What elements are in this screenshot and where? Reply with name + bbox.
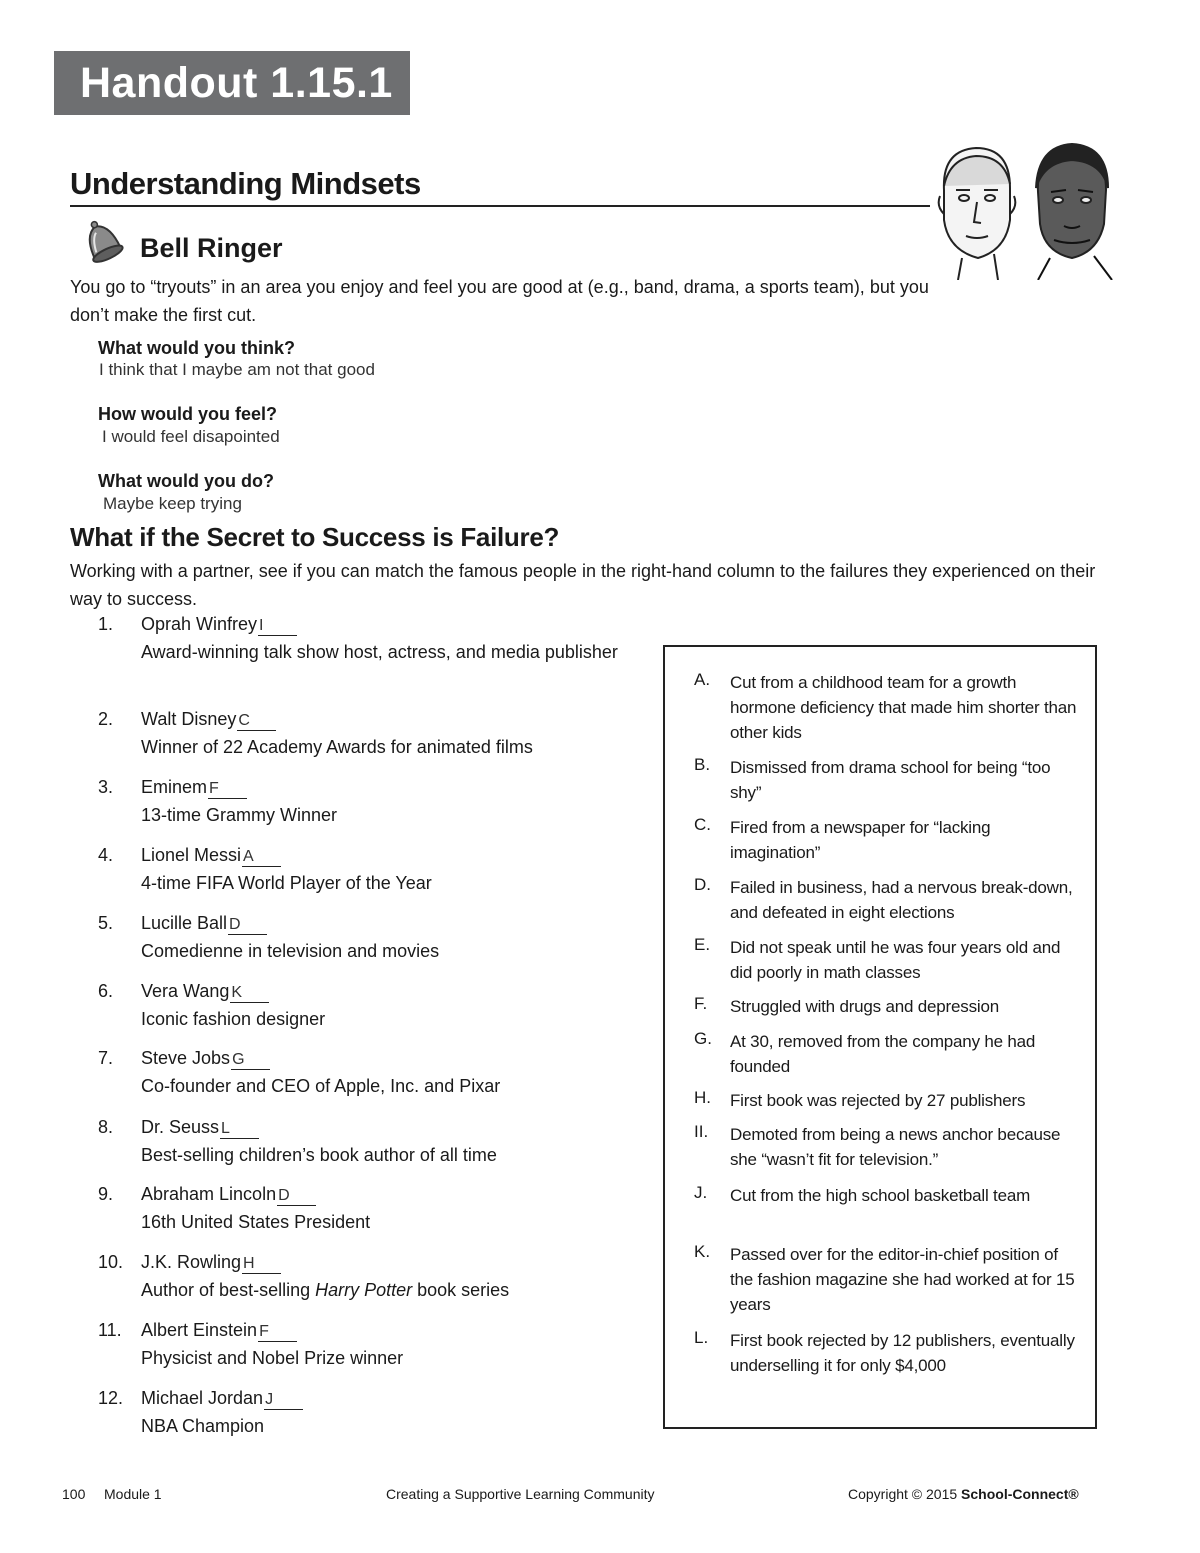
- failure-letter: J.: [694, 1183, 708, 1202]
- person-description: [141, 1208, 641, 1236]
- question-answer: I would feel disapointed: [102, 427, 280, 446]
- person-name: Abraham Lincoln: [141, 1184, 277, 1204]
- failure-description: Fired from a newspaper for “lacking imagination”: [730, 818, 991, 862]
- failure-description: Dismissed from drama school for being “too shy”: [730, 758, 1051, 802]
- person-item: [141, 1388, 303, 1410]
- handout-badge: Handout 1.15.1: [54, 51, 410, 115]
- description-text: book series: [412, 1280, 510, 1300]
- answer-blank[interactable]: K: [230, 984, 269, 1003]
- person-item: [141, 777, 247, 799]
- footer-copyright: [848, 1486, 1079, 1502]
- failure-letter: F.: [694, 994, 708, 1013]
- person-name: Michael Jordan: [141, 1388, 264, 1408]
- answer-blank[interactable]: F: [258, 1323, 297, 1342]
- answer-blank[interactable]: F: [208, 780, 247, 799]
- person-number: 7.: [98, 1048, 114, 1068]
- failure-letter: C.: [694, 815, 711, 834]
- person-name: Albert Einstein: [141, 1320, 258, 1340]
- person-number: 8.: [98, 1117, 114, 1137]
- person-name: Walt Disney: [141, 709, 237, 729]
- two-faces-illustration: [926, 140, 1116, 280]
- section-instructions: Working with a partner, see if you can match the famous people in the right-hand column to the failures they experienced on their way to success.: [70, 561, 1096, 609]
- person-description: NBA Champion: [141, 1416, 265, 1436]
- bell-ringer-heading: Bell Ringer: [140, 233, 283, 263]
- person-name: Dr. Seuss: [141, 1117, 220, 1137]
- person-item: [141, 1117, 259, 1139]
- footer-page-number: 100: [62, 1486, 86, 1502]
- failure-description: Demoted from being a news anchor because she “wasn’t fit for television.”: [730, 1125, 1061, 1169]
- person-name: J.K. Rowling: [141, 1252, 242, 1272]
- person-description: Physicist and Nobel Prize winner: [141, 1348, 404, 1368]
- person-description: Winner of 22 Academy Awards for animated films: [141, 737, 533, 757]
- failure-description: Failed in business, had a nervous break-down, and defeated in eight elections: [730, 878, 1073, 922]
- person-number: 5.: [98, 913, 114, 933]
- answer-blank[interactable]: H: [242, 1255, 281, 1274]
- bell-icon: [74, 215, 130, 267]
- failure-letter: A.: [694, 670, 711, 689]
- failure-description: Cut from the high school basketball team: [730, 1186, 1031, 1205]
- bell-ringer-intro: You go to “tryouts” in an area you enjoy and feel you are good at (e.g., band, drama, a sports team), but you don’t make the first cut.: [70, 277, 929, 325]
- person-number: 12.: [98, 1388, 124, 1408]
- person-number: 1.: [98, 614, 114, 634]
- person-item: [141, 845, 281, 867]
- failure-description: First book rejected by 12 publishers, eventually underselling it for only $4,000: [730, 1331, 1075, 1375]
- person-description: 4-time FIFA World Player of the Year: [141, 873, 432, 893]
- person-description: 13-time Grammy Winner: [141, 805, 338, 825]
- person-item: [141, 1184, 316, 1206]
- failure-description: Passed over for the editor-in-chief position of the fashion magazine she had worked at for 15 years: [730, 1245, 1075, 1314]
- person-name: Eminem: [141, 777, 208, 797]
- answer-blank[interactable]: A: [242, 848, 281, 867]
- person-name: Lucille Ball: [141, 913, 228, 933]
- person-description: Award-winning talk show host, actress, and media publisher: [141, 642, 618, 662]
- failure-description: Did not speak until he was four years old and did poorly in math classes: [730, 938, 1061, 982]
- answer-blank[interactable]: I: [258, 617, 297, 636]
- description-text: 16th United States President: [141, 1212, 371, 1232]
- person-item: [141, 1252, 281, 1274]
- person-item: [141, 614, 297, 636]
- answer-blank[interactable]: J: [264, 1391, 303, 1410]
- person-item: [141, 709, 276, 731]
- person-item: [141, 913, 267, 935]
- person-name: Lionel Messi: [141, 845, 242, 865]
- answer-blank[interactable]: D: [228, 916, 267, 935]
- person-name: Oprah Winfrey: [141, 614, 258, 634]
- failure-letter: G.: [694, 1029, 712, 1048]
- failure-letter: B.: [694, 755, 711, 774]
- failure-description: At 30, removed from the company he had founded: [730, 1032, 1036, 1076]
- person-number: 3.: [98, 777, 114, 797]
- failure-description: Struggled with drugs and depression: [730, 997, 999, 1016]
- failure-description: First book was rejected by 27 publishers: [730, 1091, 1026, 1110]
- answer-blank[interactable]: G: [231, 1051, 270, 1070]
- answer-blank[interactable]: L: [220, 1120, 259, 1139]
- person-description: Iconic fashion designer: [141, 1009, 326, 1029]
- answer-blank[interactable]: C: [237, 712, 276, 731]
- question-label: How would you feel?: [98, 404, 277, 424]
- description-text: Author of best-selling: [141, 1280, 316, 1300]
- failure-letter: E.: [694, 935, 711, 954]
- person-name: Steve Jobs: [141, 1048, 231, 1068]
- book-title: Harry Potter: [315, 1280, 413, 1300]
- person-item: [141, 1320, 297, 1342]
- title-divider: [70, 205, 930, 207]
- page-title: Understanding Mindsets: [70, 166, 421, 201]
- question-answer: I think that I maybe am not that good: [99, 360, 375, 379]
- person-name: Vera Wang: [141, 981, 230, 1001]
- question-answer: Maybe keep trying: [103, 494, 242, 513]
- person-number: 9.: [98, 1184, 114, 1204]
- failure-letter: D.: [694, 875, 711, 894]
- failure-description: Cut from a childhood team for a growth hormone deficiency that made him shorter than other kids: [730, 673, 1077, 742]
- person-number: 6.: [98, 981, 114, 1001]
- footer-brand: School-Connect®: [961, 1486, 1079, 1502]
- person-item: [141, 981, 269, 1003]
- face-left: [939, 148, 1016, 280]
- person-description: Comedienne in television and movies: [141, 941, 440, 961]
- failure-letter: K.: [694, 1242, 711, 1261]
- person-number: 2.: [98, 709, 114, 729]
- question-label: What would you think?: [98, 338, 295, 358]
- footer-module: Module 1: [104, 1486, 162, 1502]
- person-number: 4.: [98, 845, 114, 865]
- person-number: 10.: [98, 1252, 124, 1272]
- question-label: What would you do?: [98, 471, 274, 491]
- face-right: [1036, 144, 1112, 280]
- footer-copyright-text: Copyright © 2015: [848, 1486, 962, 1502]
- person-description: Co-founder and CEO of Apple, Inc. and Pixar: [141, 1076, 501, 1096]
- person-item: [141, 1048, 270, 1070]
- person-description: Best-selling children’s book author of all time: [141, 1145, 497, 1165]
- footer-title: Creating a Supportive Learning Community: [386, 1486, 655, 1502]
- person-number: 11.: [98, 1320, 122, 1340]
- section-heading: What if the Secret to Success is Failure?: [70, 522, 560, 552]
- person-description: [141, 1276, 641, 1304]
- failure-letter: H.: [694, 1088, 711, 1107]
- failure-letter: II.: [694, 1122, 709, 1141]
- failure-letter: L.: [694, 1328, 709, 1347]
- answer-blank[interactable]: D: [277, 1187, 316, 1206]
